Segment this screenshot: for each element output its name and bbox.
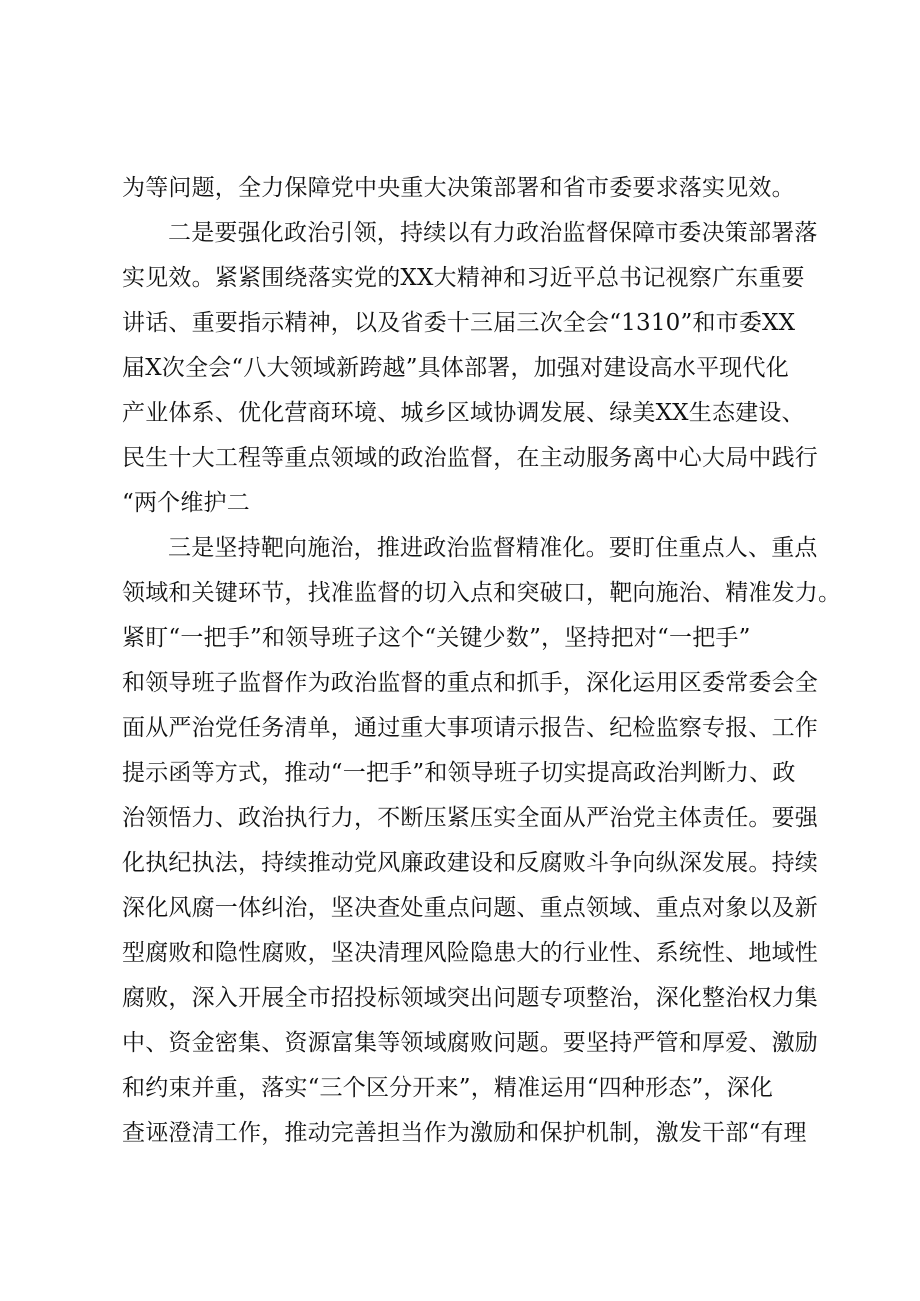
text-line: 型腐败和隐性腐败，坚决清理风险隐患大的行业性、系统性、地域性: [122, 940, 818, 966]
text-line: 实见效。紧紧围绕落实党的XX大精神和习近平总书记视察广东重要: [122, 265, 805, 291]
text-line: “两个维护二: [122, 490, 250, 516]
text-line: 和约束并重，落实“三个区分开来”，精准运用“四种形态”，深化: [122, 1075, 774, 1101]
text-line: 领域和关键环节，找准监督的切入点和突破口，靶向施治、精准发力。: [122, 580, 842, 606]
text-line: 面从严治党任务清单，通过重大事项请示报告、纪检监察专报、工作: [122, 715, 818, 741]
document-body: [122, 166, 842, 1156]
text-line: 治领悟力、政治执行力，不断压紧压实全面从严治党主体责任。要强: [122, 805, 818, 831]
paragraph-start-line: 二是要强化政治引领，持续以有力政治监督保障市委决策部署落: [168, 220, 818, 246]
text-line: 讲话、重要指示精神，以及省委十三届三次全会“1310”和市委XX: [122, 310, 796, 336]
text-line: 产业体系、优化营商环境、城乡区域协调发展、绿美XX生态建设、: [122, 400, 805, 426]
text-line: 提示函等方式，推动“一把手”和领导班子切实提高政治判断力、政: [122, 760, 796, 786]
text-line: 紧盯“一把手”和领导班子这个“关键少数”，坚持把对“一把手”: [122, 625, 751, 651]
text-line: 查诬澄清工作，推动完善担当作为激励和保护机制，激发干部“有理: [122, 1120, 807, 1146]
text-line: 腐败，深入开展全市招投标领域突出问题专项整治，深化整治权力集: [122, 985, 818, 1011]
text-line: 中、资金密集、资源富集等领域腐败问题。要坚持严管和厚爱、激励: [122, 1030, 818, 1056]
text-line: 化执纪执法，持续推动党风廉政建设和反腐败斗争向纵深发展。持续: [122, 850, 818, 876]
text-line: 深化风腐一体纠治，坚决查处重点问题、重点领域、重点对象以及新: [122, 895, 818, 921]
text-line: 届X次全会“八大领域新跨越”具体部署，加强对建设高水平现代化: [122, 355, 789, 381]
text-line: 为等问题，全力保障党中央重大决策部署和省市委要求落实见效。: [122, 175, 795, 201]
paragraph-start-line: 三是坚持靶向施治，推进政治监督精准化。要盯住重点人、重点: [168, 535, 818, 561]
text-line: 和领导班子监督作为政治监督的重点和抓手，深化运用区委常委会全: [122, 670, 818, 696]
text-line: 民生十大工程等重点领域的政治监督，在主动服务离中心大局中践行: [122, 445, 818, 471]
